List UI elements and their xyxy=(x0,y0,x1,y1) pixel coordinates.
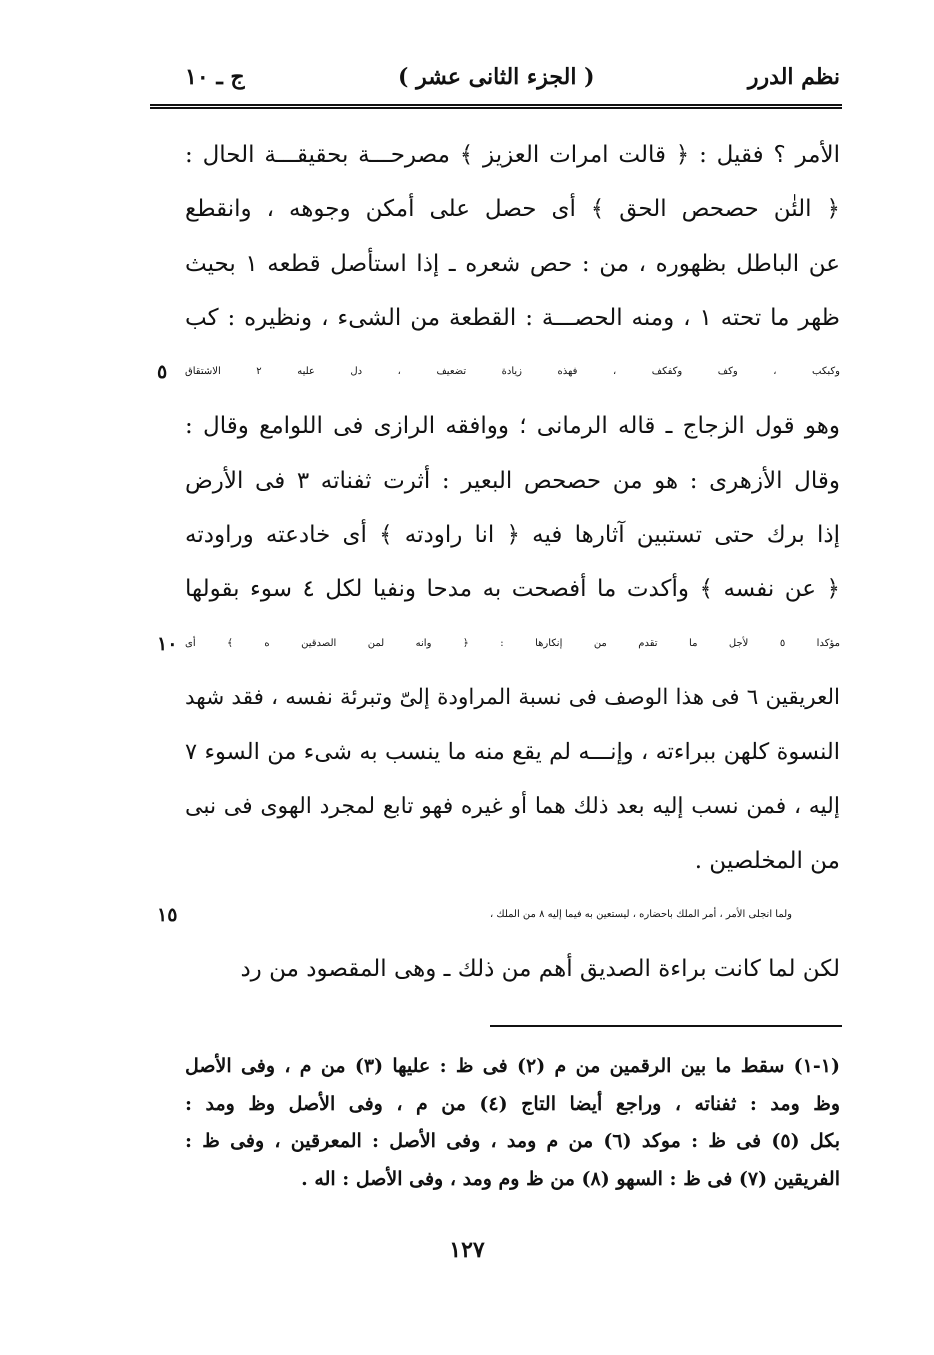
line-text: وقال الأزهرى : هو من حصحص البعير : أثرت ثفناته ٣ فى الأرض xyxy=(185,467,840,494)
line-text: وكبكب ، وكف وكفكف ، فهذه زيادة تضعيف ، دل عليه ٢ الاشتقاق xyxy=(185,366,840,378)
line-text: إليه ، فمن نسب إليه بعد ذلك هما أو غيره فهو تابع لمجرد الهوى فى نبى xyxy=(185,793,840,819)
line-text: لكن لما كانت براءة الصديق أهم من ذلك ـ وهى المقصود من رد xyxy=(240,956,840,983)
main-text xyxy=(157,128,841,997)
volume-number: ج ـ ١٠ xyxy=(185,64,245,90)
footnote-line: وظ ومد : ثفناته ، وراجع أيضا التاج (٤) من م ، وفى الأصل وظ ومد : xyxy=(185,1092,840,1115)
line-text: إذا برك حتى تستبين آثارها فيه ﴿ انا راودته ﴾ أى خادعته وراودته xyxy=(185,522,840,549)
text-line xyxy=(185,128,840,182)
footnote-separator xyxy=(490,1025,842,1027)
text-line xyxy=(185,454,840,508)
line-text: من المخلصين . xyxy=(694,847,840,874)
line-text: عن الباطل بظهوره ، من : حص شعره ـ إذا استأصل قطعه ١ بحيث xyxy=(185,250,840,277)
running-header xyxy=(185,55,840,99)
text-line xyxy=(157,888,840,942)
line-text: النسوة كلهن ببراءته ، وإنـــه لم يقع منه ما ينسب به شىء من السوء ٧ xyxy=(185,739,840,766)
line-text: ﴿ الئٰن حصحص الحق ﴾ أى حصل على أمكن وجوهه ، وانقطع xyxy=(185,196,840,223)
line-text: الأمر ؟ فقيل : ﴿ قالت امرات العزيز ﴾ مصرحـــة بحقيقـــة الحال : xyxy=(185,142,840,168)
footnote-line: (١-١) سقط ما بين الرقمين من م (٢) فى ظ : عليها (٣) من م ، وفى الأصل xyxy=(185,1055,840,1077)
text-line xyxy=(157,345,840,399)
header-rule xyxy=(150,104,842,109)
line-number: ١٠ xyxy=(157,632,178,655)
text-line xyxy=(185,942,840,996)
footnote-line: الفريقين (٧) فى ظ : السهو (٨) من ظ وم ومد ، وفى الأصل : اله . xyxy=(301,1167,840,1190)
volume-part: ( الجزء الثانى عشر ) xyxy=(398,64,595,90)
line-number: ٥ xyxy=(157,361,168,384)
footnote-line: بكل (٥) فى ظ : موكد (٦) من م ومد ، وفى الأصل : المعرقين ، وفى ظ : xyxy=(185,1130,840,1152)
text-line xyxy=(157,617,840,671)
text-line xyxy=(185,291,840,345)
text-line xyxy=(185,508,840,562)
text-line xyxy=(185,725,840,779)
line-text: العريقين ٦ فى هذا الوصف فى نسبة المراودة إلىّ وتبرئة نفسه ، فقد شهد xyxy=(185,684,841,710)
line-text: مؤكدا ٥ لأجل ما تقدم من إنكارها : ﴿ وانه لمن الصدقين ه ﴾ أى xyxy=(185,637,840,649)
page-number: ١٢٧ xyxy=(449,1237,485,1263)
text-line xyxy=(185,671,840,725)
book-title: نظم الدرر xyxy=(747,64,840,90)
line-text: ظهر ما تحته ١ ، ومنه الحصـــة : القطعة من الشىء ، ونظيره : كب xyxy=(185,304,840,331)
text-line xyxy=(185,780,840,834)
text-line xyxy=(185,834,840,888)
footnotes xyxy=(185,1048,840,1198)
text-line xyxy=(185,399,840,453)
text-line xyxy=(185,182,840,236)
line-text: وهو قول الزجاج ـ قاله الرمانى ؛ ووافقه الرازى فى اللوامع وقال : xyxy=(185,413,840,440)
text-line xyxy=(185,237,840,291)
line-number: ١٥ xyxy=(157,904,178,927)
text-line xyxy=(185,562,840,616)
line-text: ولما انجلى الأمر ، أمر الملك باحضاره ، ليستعين به فيما إليه ٨ من الملك ، xyxy=(489,909,792,921)
line-text: ﴿ عن نفسه ﴾ وأكدت ما أفصحت به مدحا ونفيا لكل ٤ سوء بقولها xyxy=(185,576,840,603)
